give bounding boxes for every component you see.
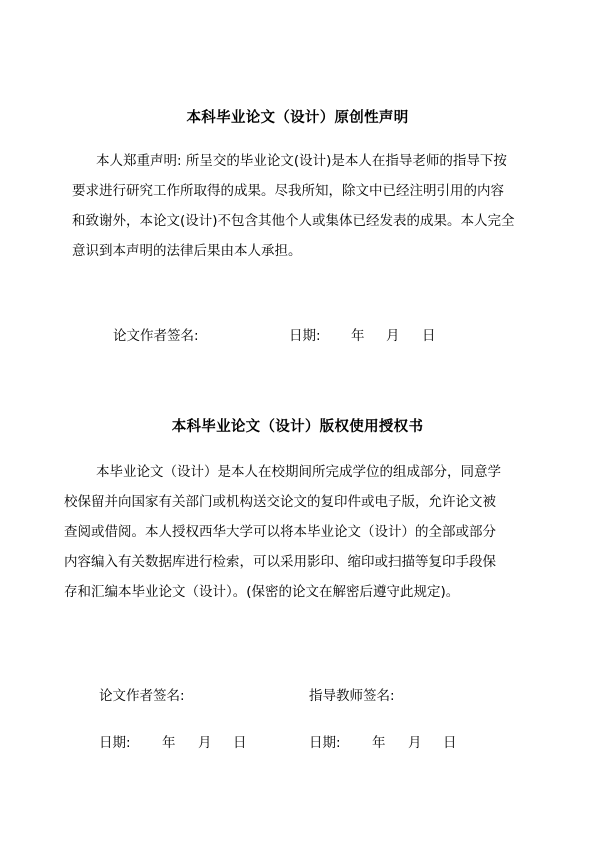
declaration-signature-label: 论文作者签名: xyxy=(113,328,199,344)
declaration-line: 和致谢外，本论文(设计)不包含其他个人或集体已经发表的成果。本人完全 xyxy=(72,213,515,229)
advisor-day-label: 日 xyxy=(443,735,457,751)
advisor-year-label: 年 xyxy=(372,735,386,751)
authorization-paragraph xyxy=(64,457,528,607)
advisor-signature-label: 指导教师签名: xyxy=(309,688,395,704)
declaration-date-label: 日期: xyxy=(289,328,321,344)
declaration-line: 本人郑重声明: 所呈交的毕业论文(设计)是本人在指导老师的指导下按 xyxy=(96,153,507,169)
declaration-paragraph xyxy=(72,146,528,266)
author-day-label: 日 xyxy=(233,735,247,751)
advisor-date-label: 日期: xyxy=(309,735,341,751)
authorization-line: 查阅或借阅。本人授权西华大学可以将本毕业论文（设计）的全部或部分 xyxy=(64,524,496,540)
declaration-day-label: 日 xyxy=(422,328,436,344)
author-year-label: 年 xyxy=(162,735,176,751)
author-month-label: 月 xyxy=(198,735,212,751)
author-date-label: 日期: xyxy=(99,735,131,751)
advisor-month-label: 月 xyxy=(408,735,422,751)
declaration-line: 要求进行研究工作所取得的成果。尽我所知，除文中已经注明引用的内容 xyxy=(72,183,504,199)
authorization-line: 本毕业论文（设计）是本人在校期间所完成学位的组成部分，同意学 xyxy=(96,464,501,480)
declaration-title: 本科毕业论文（设计）原创性声明 xyxy=(186,110,409,126)
declaration-line: 意识到本声明的法律后果由本人承担。 xyxy=(72,243,302,259)
authorization-line: 内容编入有关数据库进行检索，可以采用影印、缩印或扫描等复印手段保 xyxy=(64,554,496,570)
authorization-line: 校保留并向国家有关部门或机构送交论文的复印件或电子版，允许论文被 xyxy=(64,494,496,510)
declaration-month-label: 月 xyxy=(386,328,400,344)
declaration-year-label: 年 xyxy=(351,328,365,344)
authorization-line: 存和汇编本毕业论文（设计）。(保密的论文在解密后遵守此规定)。 xyxy=(64,584,460,600)
author-signature-label: 论文作者签名: xyxy=(99,688,185,704)
authorization-title: 本科毕业论文（设计）版权使用授权书 xyxy=(171,419,424,435)
